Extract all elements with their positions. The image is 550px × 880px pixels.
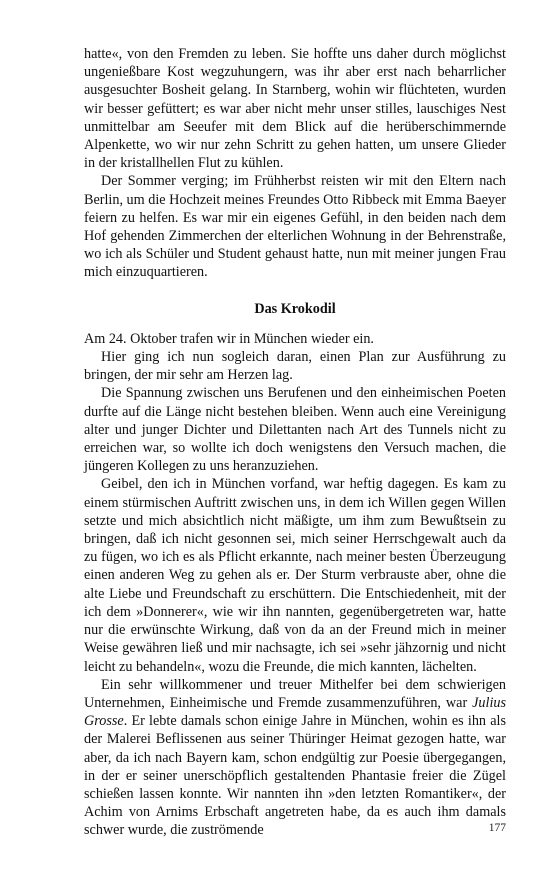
paragraph-continuation: hatte«, von den Fremden zu leben. Sie hoffte uns daher durch möglichst ungenießbare Kost wegzuhungern, was ihr aber erst nach beharrlicher ausgesuchter Bosheit gelang. In Starnberg, wohin wir flüchteten, wurden wir besser gefüttert; es war aber nicht mehr unser stilles, lauschiges Nest unmittelbar am Seeufer mit dem Blick auf die herüberschimmernde Alpenkette, wo wir nur zehn Schritt zu gehen hatten, um unsere Glieder in der kristallhellen Flut zu kühlen. [84,46,506,172]
paragraph-plan: Hier ging ich nun sogleich daran, einen Plan zur Ausführung zu bringen, der mir sehr am Herzen lag. [84,349,506,384]
book-page [84,45,506,840]
section-heading: Das Krokodil [254,300,336,317]
paragraph-julius-grosse [84,676,506,840]
paragraph-berlin-wedding: Der Sommer verging; im Frühherbst reisten wir mit den Eltern nach Berlin, um die Hochzeit meines Freundes Otto Ribbeck mit Emma Baeyer feiern zu helfen. Es war mir ein eigenes Gefühl, in den beiden nach dem Hof gehenden Zimmerchen der elterlichen Wohnung in der Behrenstraße, wo ich als Schüler und Student gehaust hatte, nun mit meiner jungen Frau mich einzuquartieren. [84,173,506,281]
paragraph-arrival-munich: Am 24. Oktober trafen wir in München wieder ein. [84,330,374,347]
text-segment: . Er lebte damals schon einige Jahre in München, wohin es ihn als der Malerei Beflissenen aus seiner Thüringer Heimat gezogen hatte, war aber, da ich nach Bayern kam, schon endgültig zur Poesie übergegangen, in der er seiner unerschöpflich gestaltenden Phantasie freier die Zügel schießen lassen konnte. Wir nannten ihn »den letzten Romantiker«, der Achim von Arnims Erbschaft angetreten habe, da es auch ihm damals schwer wurde, die zuströmende [84,713,506,839]
text-segment: Ein sehr willkommener und treuer Mithelfer bei dem schwierigen Unternehmen, Einheimische und Fremde zusammenzuführen, war [84,676,506,711]
page-number: 177 [488,822,506,834]
paragraph-tension: Die Spannung zwischen uns Berufenen und den einheimischen Poeten durfte auf die Länge nicht bestehen bleiben. Wenn auch eine Vereinigung alter und junger Dichter und Dilettanten nach Art des Tunnels nicht zu erreichen war, so wollte ich doch wenigstens den Versuch machen, die jüngeren Kollegen zu uns heranzuziehen. [84,385,506,475]
paragraph-geibel: Geibel, den ich in München vorfand, war heftig dagegen. Es kam zu einem stürmischen Auftritt zwischen uns, in dem ich Willen gegen Willen setzte und mich absichtlich nicht mäßigte, um ihm zum Bewußtsein zu bringen, daß ich nicht gesonnen sei, mich seiner Herrschgewalt auch da zu fügen, wo ich es als Pflicht erkannte, nach meiner besten Überzeugung einen anderen Weg zu gehen als er. Der Sturm verbrauste aber, ohne die alte Liebe und Freundschaft zu erschüttern. Die Entschiedenheit, mit der ich dem »Donnerer«, wie wir ihn nannten, gegenübergetreten war, hatte nur die erwünschte Wirkung, daß von da an der Freund mich in meiner Weise gewähren ließ und mir nachsagte, ich sei »sehr jähzornig und nicht leicht zu behandeln«, wozu die Freunde, die mich kannten, lächelten. [84,476,506,675]
person-name-italic: Julius Grosse [84,694,506,730]
